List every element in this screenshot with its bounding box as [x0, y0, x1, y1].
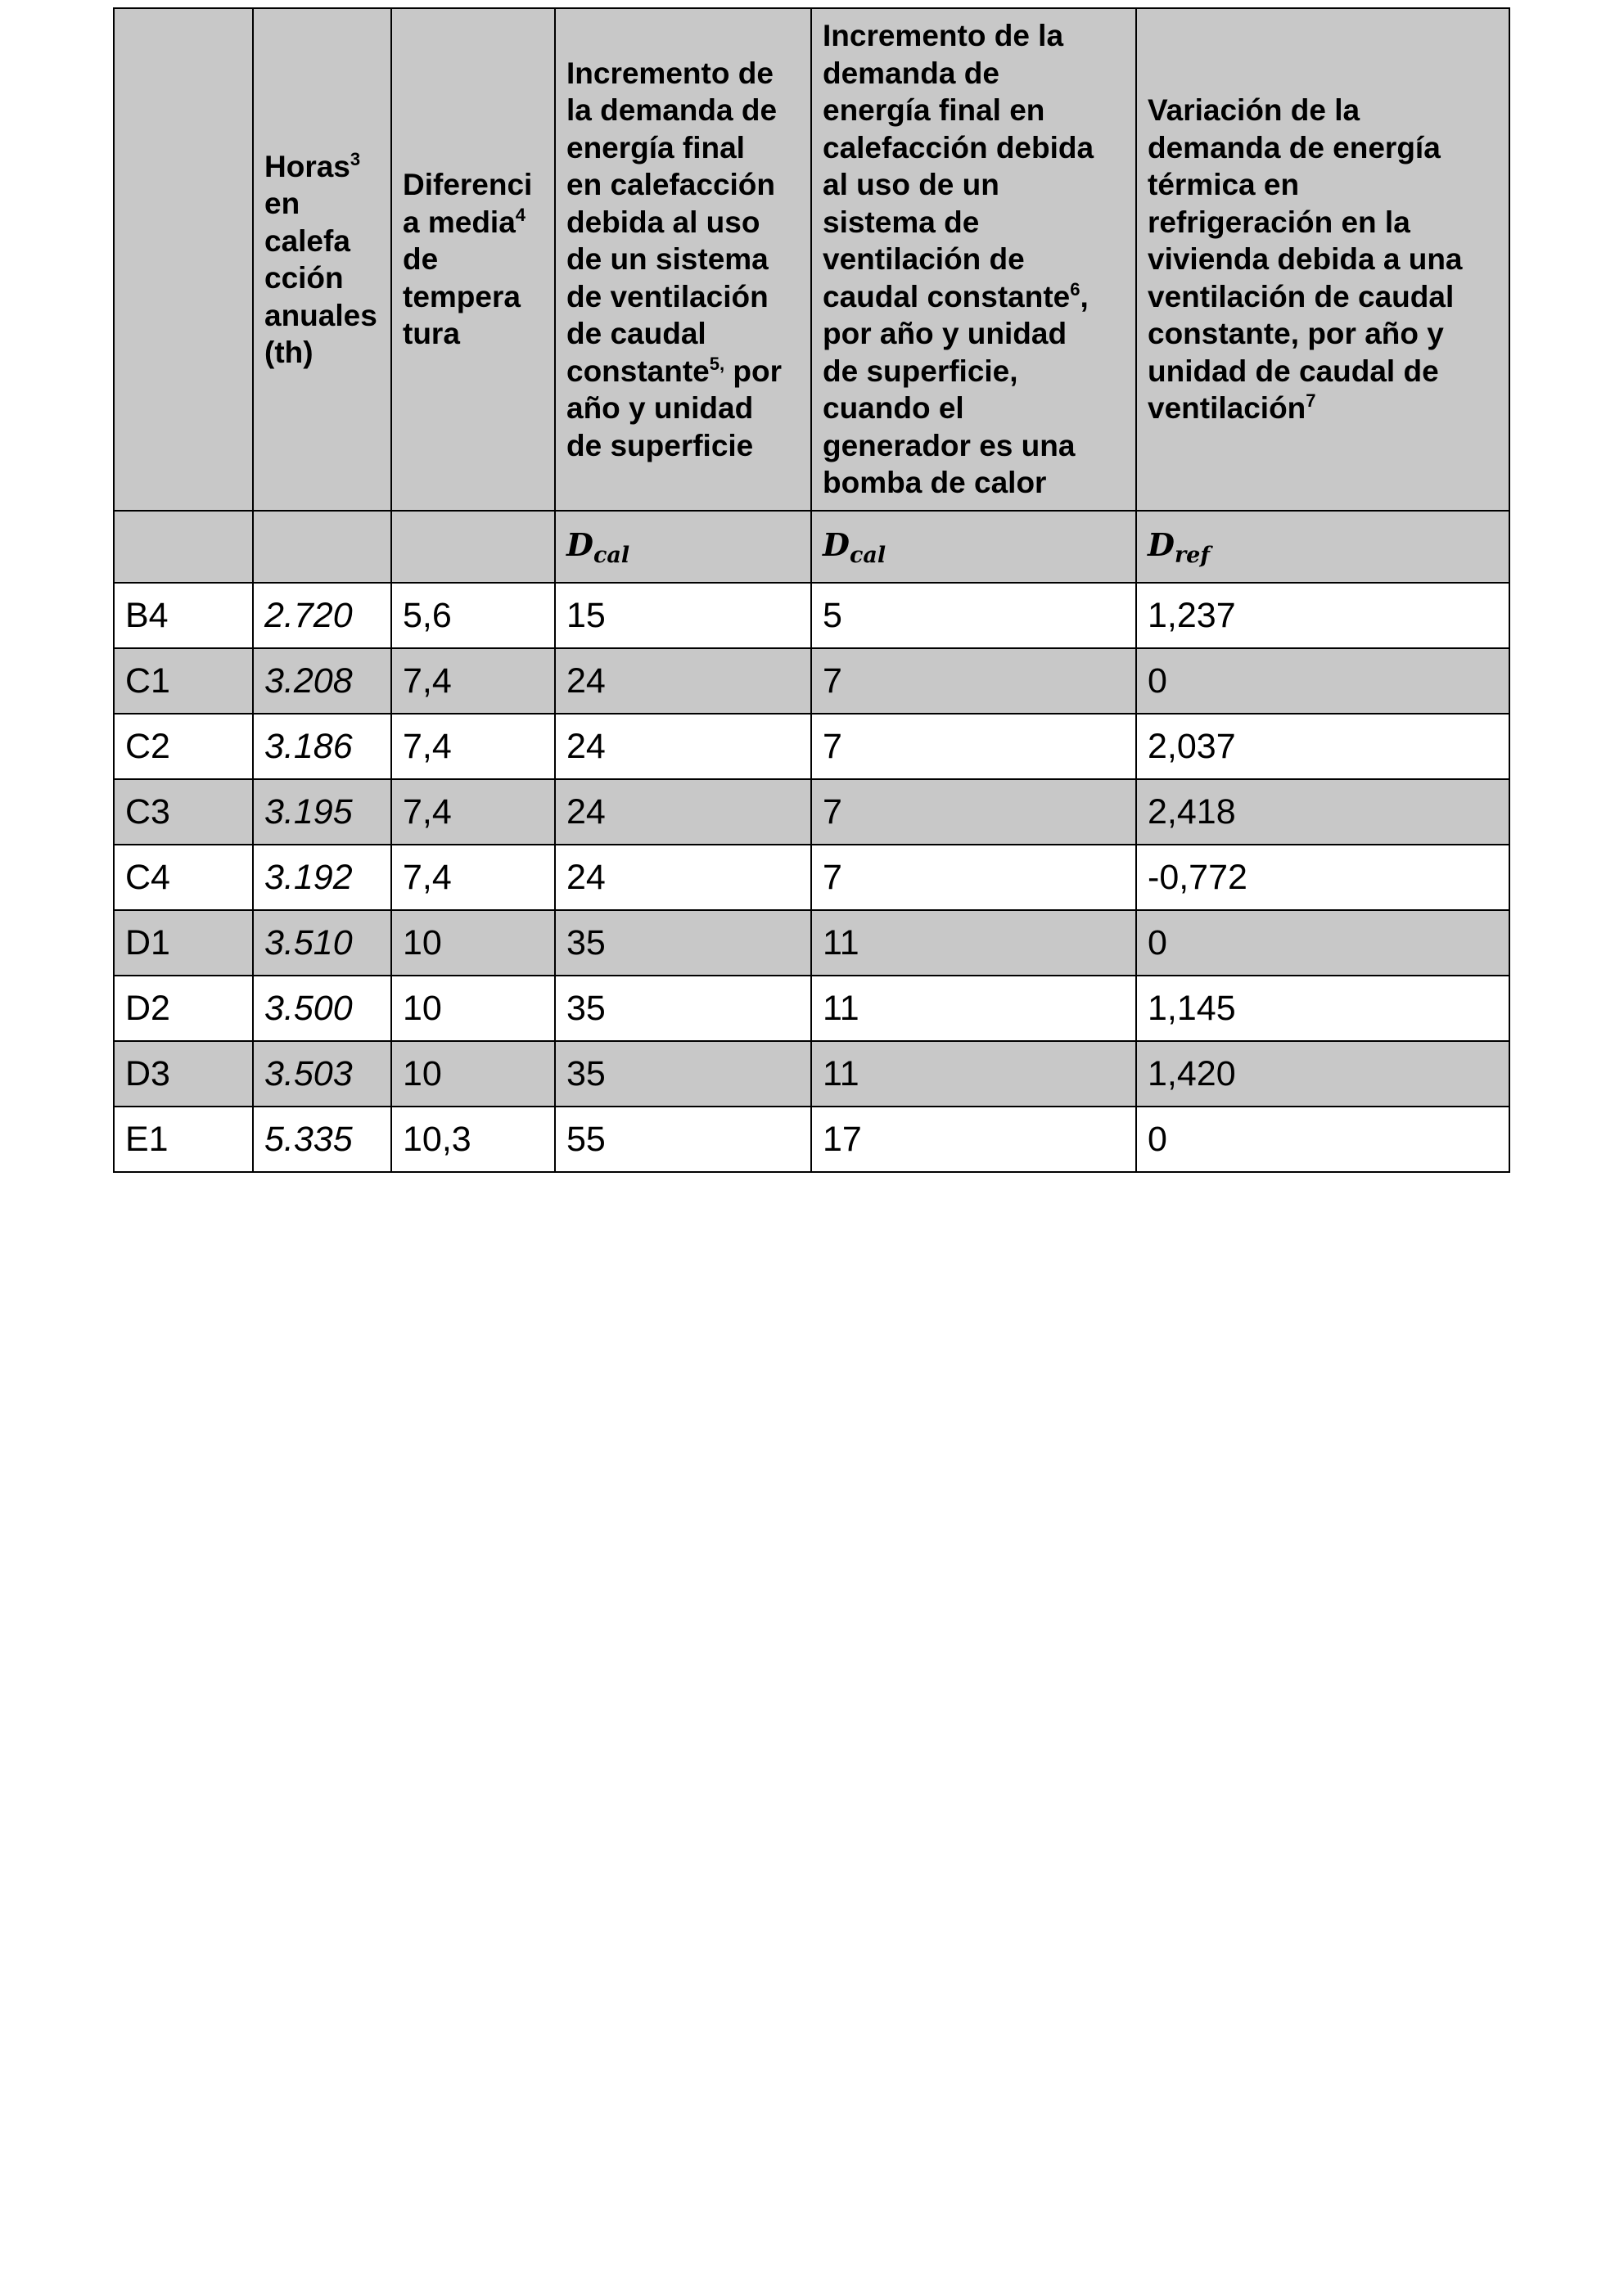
zone-cell: B4: [114, 583, 253, 648]
heating-increase-cell: 35: [555, 910, 811, 976]
heat-pump-increase-cell: 5: [811, 583, 1136, 648]
symbol-cell-empty: [253, 511, 391, 583]
symbol-cell-empty: [391, 511, 555, 583]
temp-diff-cell: 5,6: [391, 583, 555, 648]
table-row: [114, 779, 1509, 845]
header-cell-heating-increase: [555, 8, 811, 511]
zone-cell: C2: [114, 714, 253, 779]
table-row: [114, 910, 1509, 976]
zone-cell: C1: [114, 648, 253, 714]
symbol-subscript: ref: [1174, 542, 1210, 568]
header-hours-text: Horas: [264, 149, 350, 183]
heating-increase-cell: 24: [555, 779, 811, 845]
temp-diff-cell: 7,4: [391, 845, 555, 910]
cooling-variation-cell: 0: [1136, 648, 1509, 714]
zone-cell: C3: [114, 779, 253, 845]
table-row: [114, 714, 1509, 779]
header-cell-temp-diff: [391, 8, 555, 511]
header-cell-zone: [114, 8, 253, 511]
heat-pump-increase-cell: 7: [811, 845, 1136, 910]
heat-pump-increase-cell: 7: [811, 714, 1136, 779]
footnote-ref-6: 6: [1070, 278, 1080, 300]
heating-increase-cell: 24: [555, 845, 811, 910]
zone-cell: D1: [114, 910, 253, 976]
cooling-variation-cell: 0: [1136, 910, 1509, 976]
hours-cell: 3.192: [253, 845, 391, 910]
zone-cell: D3: [114, 1041, 253, 1107]
heat-pump-increase-cell: 17: [811, 1107, 1136, 1172]
table-row: [114, 583, 1509, 648]
heating-increase-cell: 24: [555, 648, 811, 714]
hours-cell: 3.195: [253, 779, 391, 845]
header-cooling-variation-text: Variación de la demanda de energía térmica en refrigeración en la vivienda debida a una ventilación de caudal constante, por año y unidad de caudal de ventilación: [1148, 93, 1463, 426]
heat-pump-increase-cell: 11: [811, 976, 1136, 1041]
table-row: [114, 976, 1509, 1041]
cooling-variation-cell: 2,037: [1136, 714, 1509, 779]
symbol-subscript: cal: [593, 542, 630, 568]
header-temp-diff-text: Diferenci a media: [403, 168, 533, 239]
zone-cell: D2: [114, 976, 253, 1041]
header-heating-increase-text-cont: por año y unidad de superficie: [566, 354, 783, 462]
table-row: [114, 1107, 1509, 1172]
symbol-main: D: [566, 525, 593, 563]
temp-diff-cell: 10: [391, 1041, 555, 1107]
temp-diff-cell: 10: [391, 910, 555, 976]
heat-pump-increase-cell: 11: [811, 910, 1136, 976]
temp-diff-cell: 7,4: [391, 648, 555, 714]
header-heating-increase-text: Incremento de la demanda de energía final en calefacción debida al uso de un sistema de ventilación de caudal constante: [566, 56, 778, 388]
heating-increase-cell: 35: [555, 1041, 811, 1107]
hours-cell: 2.720: [253, 583, 391, 648]
temp-diff-cell: 7,4: [391, 714, 555, 779]
heat-pump-increase-cell: 7: [811, 648, 1136, 714]
hours-cell: 3.503: [253, 1041, 391, 1107]
symbol-cell-dref: [1136, 511, 1509, 583]
zone-cell: C4: [114, 845, 253, 910]
header-hours-text-cont: en calefa cción anuales (th): [264, 187, 377, 369]
cooling-variation-cell: 2,418: [1136, 779, 1509, 845]
symbol-cell-dcal: [555, 511, 811, 583]
hours-cell: 3.500: [253, 976, 391, 1041]
header-cell-cooling-variation: [1136, 8, 1509, 511]
cooling-variation-cell: 1,420: [1136, 1041, 1509, 1107]
footnote-ref-3: 3: [350, 148, 361, 169]
hours-cell: 3.186: [253, 714, 391, 779]
heat-pump-increase-cell: 7: [811, 779, 1136, 845]
header-temp-diff-text-cont: de tempera tura: [403, 242, 521, 351]
temp-diff-cell: 7,4: [391, 779, 555, 845]
zone-cell: E1: [114, 1107, 253, 1172]
table-row: [114, 1041, 1509, 1107]
hours-cell: 3.208: [253, 648, 391, 714]
symbol-subscript: cal: [849, 542, 886, 568]
cooling-variation-cell: 1,237: [1136, 583, 1509, 648]
heating-increase-cell: 35: [555, 976, 811, 1041]
temp-diff-cell: 10: [391, 976, 555, 1041]
heating-increase-cell: 24: [555, 714, 811, 779]
header-row: [114, 8, 1509, 511]
heat-pump-increase-cell: 11: [811, 1041, 1136, 1107]
footnote-ref-4: 4: [515, 204, 526, 225]
cooling-variation-cell: 0: [1136, 1107, 1509, 1172]
table-row: [114, 845, 1509, 910]
cooling-variation-cell: 1,145: [1136, 976, 1509, 1041]
ventilation-demand-table: [113, 7, 1510, 1173]
footnote-ref-5: 5,: [709, 353, 725, 374]
header-heat-pump-increase-text-cont: , por año y unidad de superficie, cuando el generador es una bomba de calor: [823, 279, 1089, 500]
temp-diff-cell: 10,3: [391, 1107, 555, 1172]
heating-increase-cell: 15: [555, 583, 811, 648]
symbol-cell-empty: [114, 511, 253, 583]
header-cell-heat-pump-increase: [811, 8, 1136, 511]
hours-cell: 3.510: [253, 910, 391, 976]
symbol-cell-dcal-heat-pump: [811, 511, 1136, 583]
symbol-main: D: [1148, 525, 1175, 563]
cooling-variation-cell: -0,772: [1136, 845, 1509, 910]
heating-increase-cell: 55: [555, 1107, 811, 1172]
header-heat-pump-increase-text: Incremento de la demanda de energía final en calefacción debida al uso de un sistema de ventilación de caudal constante: [823, 19, 1094, 313]
header-cell-hours: [253, 8, 391, 511]
symbol-row: [114, 511, 1509, 583]
table-row: [114, 648, 1509, 714]
symbol-main: D: [823, 525, 850, 563]
hours-cell: 5.335: [253, 1107, 391, 1172]
footnote-ref-7: 7: [1306, 390, 1316, 412]
